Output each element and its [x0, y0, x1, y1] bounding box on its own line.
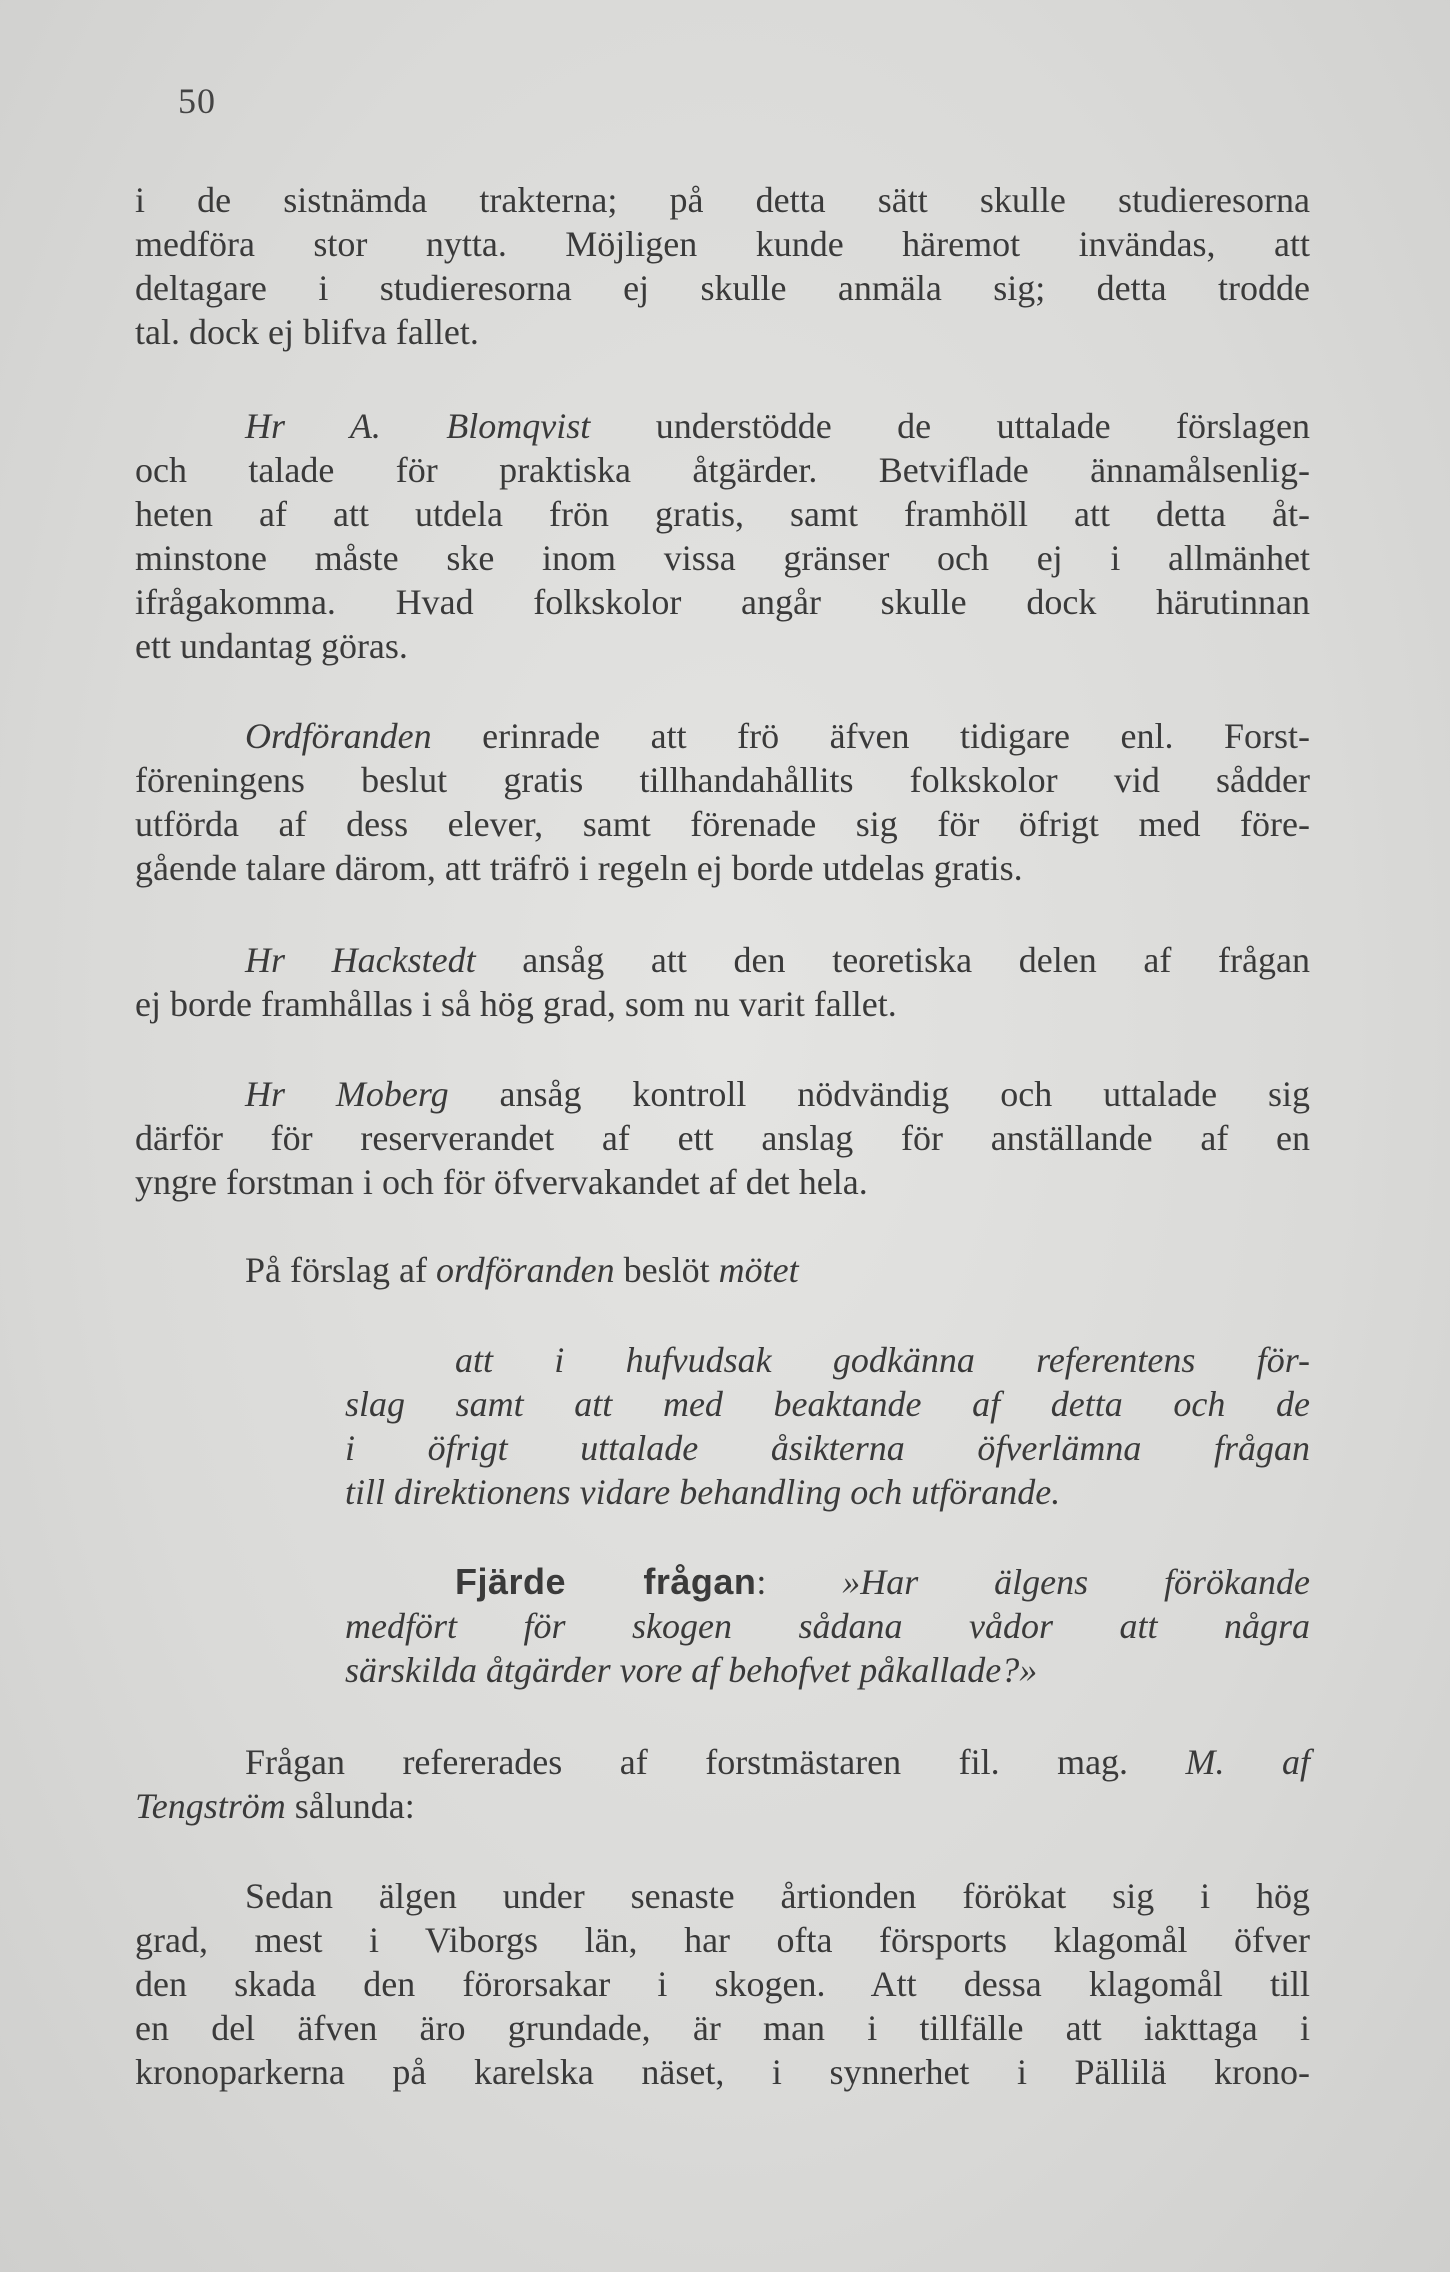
text-line: Hr A. Blomqvist understödde de uttalade förslagen: [245, 406, 1310, 446]
speaker-name: Hr A. Blomqvist: [245, 406, 591, 446]
text-line: På förslag af ordföranden beslöt mötet: [245, 1250, 799, 1290]
question-heading: Fjärde frågan: [455, 1561, 757, 1602]
text-line: minstone måste ske inom vissa gränser och ej i allmänhet: [135, 538, 1310, 578]
text-line: slag samt att med beaktande af detta och de: [345, 1384, 1310, 1424]
text-line: Frågan refererades af forstmästaren fil. mag. M. af: [245, 1742, 1310, 1782]
paragraph-moberg: [135, 1072, 1310, 1204]
text-line: till direktionens vidare behandling och utförande.: [345, 1472, 1061, 1512]
text-line: Tengström sålunda:: [135, 1786, 415, 1826]
text-line: tal. dock ej blifva fallet.: [135, 312, 479, 352]
text-line: att i hufvudsak godkänna referentens för-: [455, 1340, 1310, 1380]
paragraph-continuation: [135, 178, 1310, 354]
speaker-name: Hr Hackstedt: [245, 940, 476, 980]
text-line: särskilda åtgärder vore af behofvet påkallade?»: [345, 1650, 1038, 1690]
resolution-block: [345, 1338, 1310, 1514]
speaker-name: Ordföranden: [245, 716, 432, 756]
paragraph-ordforanden: [135, 714, 1310, 890]
text-line: i de sistnämda trakterna; på detta sätt skulle studieresorna: [135, 180, 1310, 220]
paragraph-blomqvist: [135, 404, 1310, 668]
text-line: utförda af dess elever, samt förenade sig för öfrigt med före-: [135, 804, 1310, 844]
text-line: Hr Moberg ansåg kontroll nödvändig och uttalade sig: [245, 1074, 1310, 1114]
text-line: kronoparkerna på karelska näset, i synnerhet i Pällilä krono-: [135, 2052, 1310, 2092]
text-line: yngre forstman i och för öfvervakandet af det hela.: [135, 1162, 868, 1202]
text-line: medföra stor nytta. Möjligen kunde häremot invändas, att: [135, 224, 1310, 264]
text-line: grad, mest i Viborgs län, har ofta försports klagomål öfver: [135, 1920, 1310, 1960]
paragraph-hackstedt: [135, 938, 1310, 1026]
text-line: Sedan älgen under senaste årtionden förökat sig i hög: [245, 1876, 1310, 1916]
text-line: ett undantag göras.: [135, 626, 408, 666]
paragraph-referat-body: [135, 1874, 1310, 2094]
text-line: medfört för skogen sådana vådor att några: [345, 1606, 1310, 1646]
text-line: den skada den förorsakar i skogen. Att dessa klagomål till: [135, 1964, 1310, 2004]
text-line: föreningens beslut gratis tillhandahållits folkskolor vid sådder: [135, 760, 1310, 800]
text-line: deltagare i studieresorna ej skulle anmäla sig; detta trodde: [135, 268, 1310, 308]
text-line: Fjärde frågan: »Har älgens förökande: [455, 1561, 1310, 1602]
text-line: Hr Hackstedt ansåg att den teoretiska delen af frågan: [245, 940, 1310, 980]
text-line: Ordföranden erinrade att frö äfven tidigare enl. Forst-: [245, 716, 1310, 756]
text-line: en del äfven äro grundade, är man i tillfälle att iakttaga i: [135, 2008, 1310, 2048]
text-line: i öfrigt uttalade åsikterna öfverlämna frågan: [345, 1428, 1310, 1468]
text-line: och talade för praktiska åtgärder. Betviflade ännamålsenlig-: [135, 450, 1310, 490]
question-block: [345, 1560, 1310, 1692]
paragraph-proposal: [135, 1248, 1310, 1292]
text-line: därför för reserverandet af ett anslag för anställande af en: [135, 1118, 1310, 1158]
page-number: 50: [178, 81, 216, 121]
text-line: heten af att utdela frön gratis, samt framhöll att detta åt-: [135, 494, 1310, 534]
text-line: ej borde framhållas i så hög grad, som nu varit fallet.: [135, 984, 897, 1024]
text-line: gående talare därom, att träfrö i regeln ej borde utdelas gratis.: [135, 848, 1023, 888]
paragraph-referat-intro: [135, 1740, 1310, 1828]
speaker-name: Hr Moberg: [245, 1074, 449, 1114]
text-line: ifrågakomma. Hvad folkskolor angår skulle dock härutinnan: [135, 582, 1310, 622]
